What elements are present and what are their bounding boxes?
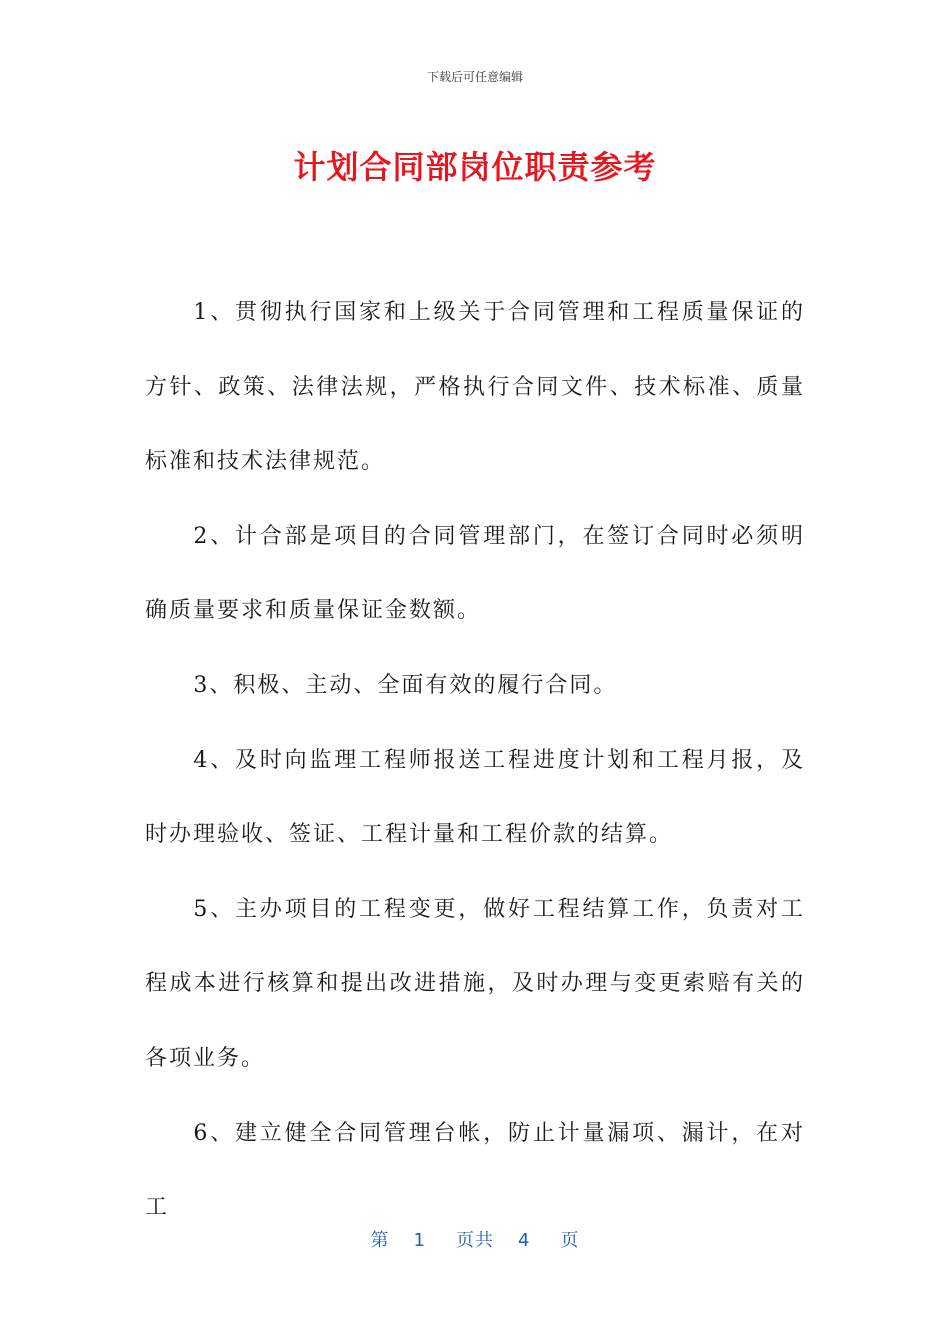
- paragraph-2: 2、计合部是项目的合同管理部门，在签订合同时必须明确质量要求和质量保证金数额。: [145, 523, 805, 624]
- header-note: 下载后可任意编辑: [426, 70, 523, 84]
- paragraph-5: 5、主办项目的工程变更，做好工程结算工作，负责对工程成本进行核算和提出改进措施，及时办理与变更索赔有关的各项业务。: [145, 896, 805, 1071]
- footer-suffix: 页: [560, 1230, 580, 1251]
- paragraph-6: 6、建立健全合同管理台帐，防止计量漏项、漏计，在对工: [145, 1120, 805, 1221]
- footer-total-pages: 4: [518, 1230, 531, 1251]
- paragraph-1: 1、贯彻执行国家和上级关于合同管理和工程质量保证的方针、政策、法律法规，严格执行合同文件、技术标准、质量标准和技术法律规范。: [145, 300, 805, 475]
- paragraph-3: 3、积极、主动、全面有效的履行合同。: [193, 672, 618, 698]
- document-body: [145, 276, 805, 1246]
- footer-middle: 页共: [456, 1230, 494, 1251]
- page-footer: [0, 1226, 950, 1252]
- footer-prefix: 第: [370, 1230, 390, 1251]
- document-title: 计划合同部岗位职责参考: [293, 148, 657, 186]
- footer-current-page: 1: [413, 1230, 426, 1251]
- paragraph-4: 4、及时向监理工程师报送工程进度计划和工程月报，及时办理验收、签证、工程计量和工程价款的结算。: [145, 747, 805, 848]
